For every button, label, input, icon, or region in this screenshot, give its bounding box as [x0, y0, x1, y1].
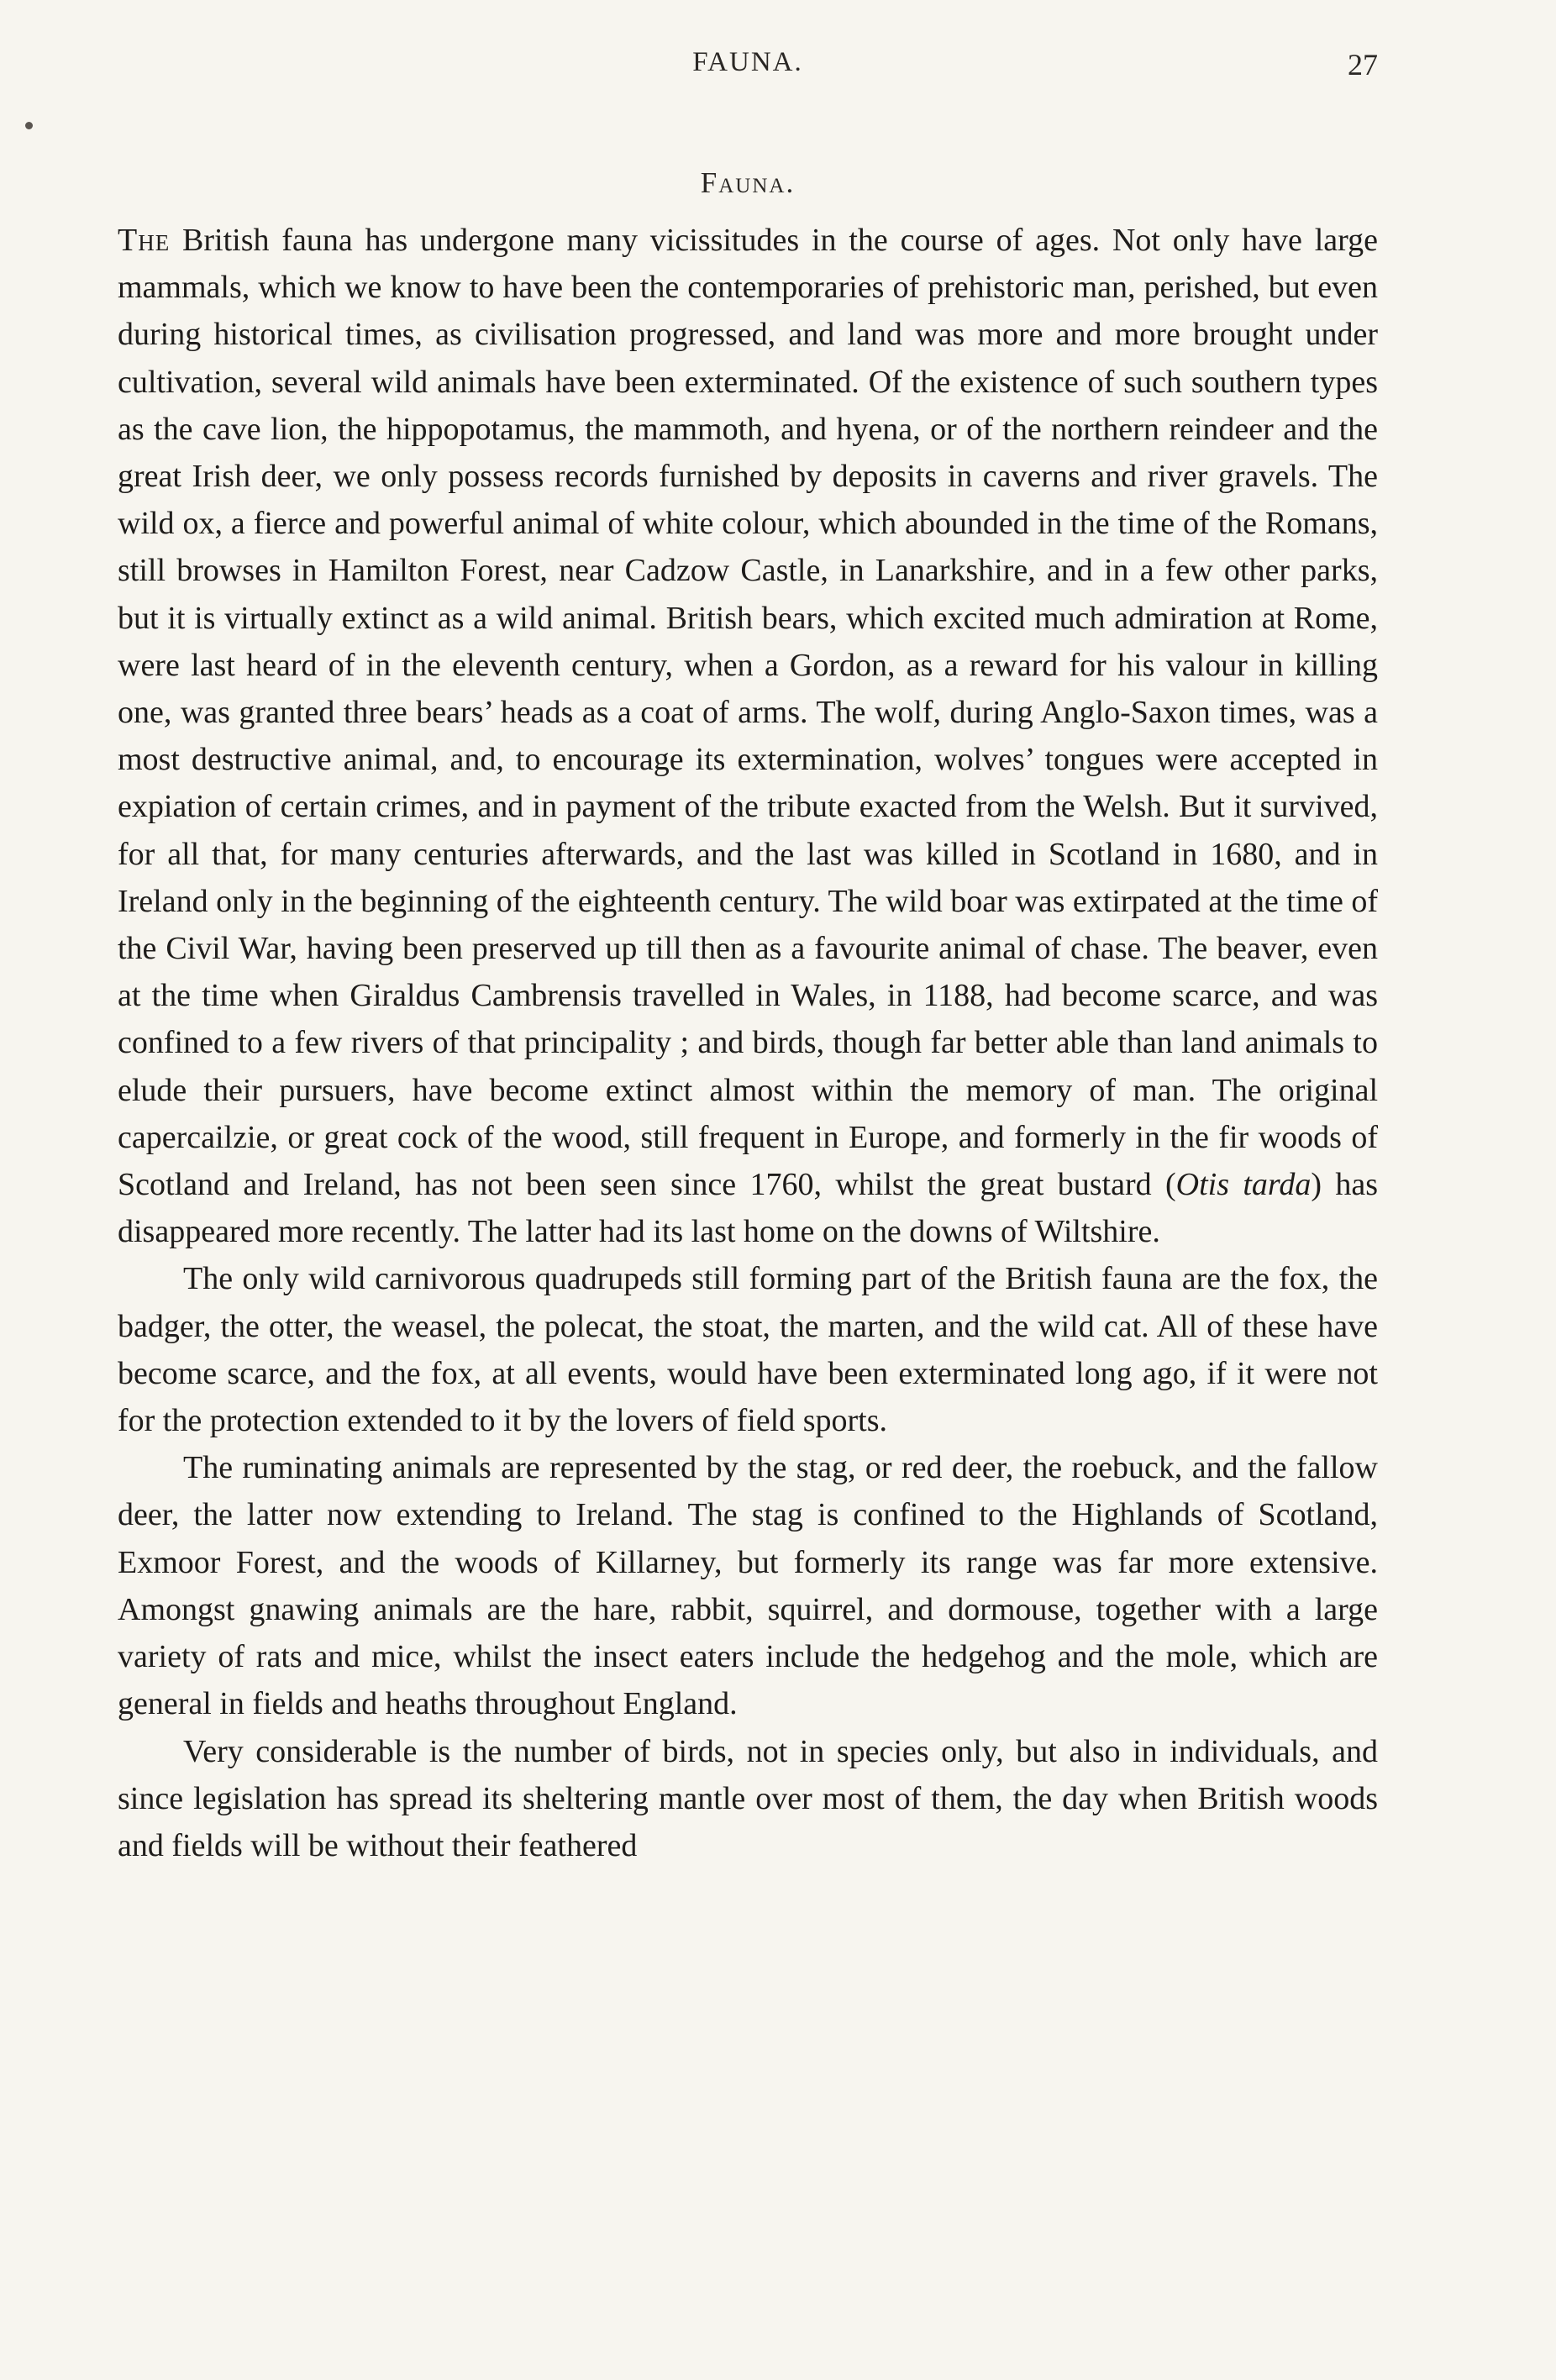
paragraph-1: [118, 217, 1378, 1255]
paragraph-1-italic: Otis tarda: [1175, 1167, 1312, 1203]
paragraph-3: The ruminating animals are represented by the stag, or red deer, the roebuck, and the fallow deer, the latter now extending to Ireland. The stag is confined to the Highlands of Scotland, Exmoor Forest, and the woods of Killarney, but formerly its range was far more extensive. Amongst gnawing animals are the hare, rabbit, squirrel, and dormouse, together with a large variety of rats and mice, whilst the insect eaters include the hedgehog and the mole, which are general in fields and heaths throughout England.: [118, 1450, 1378, 1722]
body-text: [118, 217, 1378, 1869]
paragraph-1-lead: The: [118, 223, 171, 258]
paragraph-1-text-a: British fauna has undergone many vicissitudes in the course of ages. Not only have large mammals, which we know to have been the contemporaries of prehistoric man, perished, but even during historical times, as civilisation progressed, and land was more and more brought under cultivation, several wild animals have been exterminated. Of the existence of such southern types as the cave lion, the hippopotamus, the mammoth, and hyena, or of the northern reindeer and the great Irish deer, we only possess records furnished by deposits in caverns and river gravels. The wild ox, a fierce and powerful animal of white colour, which abounded in the time of the Romans, still browses in Hamilton Forest, near Cadzow Castle, in Lanarkshire, and in a few other parks, but it is virtually extinct as a wild animal. British bears, which excited much admiration at Rome, were last heard of in the eleventh century, when a Gordon, as a reward for his valour in killing one, was granted three bears’ heads as a coat of arms. The wolf, during Anglo-Saxon times, was a most destructive animal, and, to encourage its extermination, wolves’ tongues were accepted in expiation of certain crimes, and in payment of the tribute exacted from the Welsh. But it survived, for all that, for many centuries afterwards, and the last was killed in Scotland in 1680, and in Ireland only in the beginning of the eighteenth century. The wild boar was extirpated at the time of the Civil War, having been preserved up till then as a favourite animal of chase. The beaver, even at the time when Giraldus Cambrensis travelled in Wales, in 1188, had become scarce, and was confined to a few rivers of that principality ; and birds, though far better able than land animals to elude their pursuers, have become extinct almost within the memory of man. The original capercailzie, or great cock of the wood, still frequent in Europe, and formerly in the fir woods of Scotland and Ireland, has not been seen since 1760, whilst the great bustard (: [118, 223, 1378, 1203]
ink-blot: [25, 122, 33, 129]
section-heading: Fauna.: [700, 166, 796, 199]
running-head: [118, 47, 1378, 89]
paragraph-2: The only wild carnivorous quadrupeds still forming part of the British fauna are the fox, the badger, the otter, the weasel, the polecat, the stoat, the marten, and the wild cat. All of these have become scarce, and the fox, at all events, would have been exterminated long ago, if it were not for the protection extended to it by the lovers of field sports.: [118, 1261, 1378, 1439]
page-number: 27: [1348, 48, 1378, 81]
paragraph-4: Very considerable is the number of birds, not in species only, but also in individuals, and since legislation has spread its sheltering mantle over most of them, the day when British woods and fields will be without their feathered: [118, 1733, 1378, 1863]
running-title: FAUNA.: [692, 47, 803, 77]
paragraph-1-text-b: ) has disappeared more recently. The latter had its last home on the downs of Wiltshire.: [118, 1167, 1378, 1250]
